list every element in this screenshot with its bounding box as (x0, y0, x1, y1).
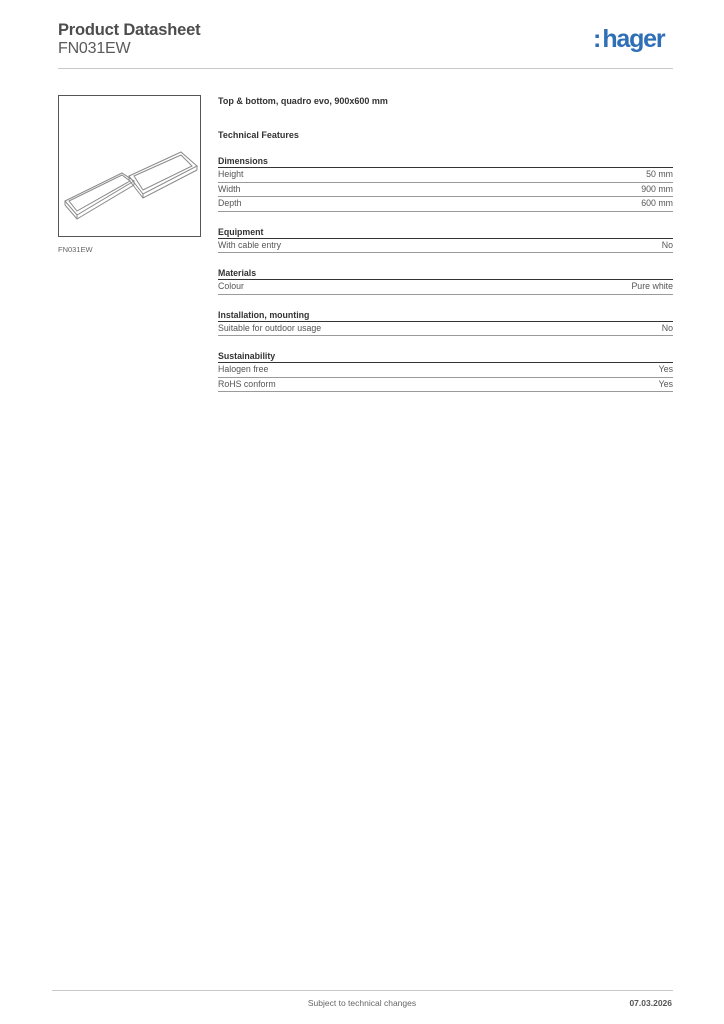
table-row (218, 280, 673, 295)
section-title: Installation, mounting (218, 309, 673, 322)
section-title: Sustainability (218, 350, 673, 363)
footer-note: Subject to technical changes (307, 998, 417, 1008)
logo-dots-icon: : (593, 25, 602, 53)
row-value: Pure white (631, 281, 673, 291)
footer-date: 07.03.2026 (629, 998, 672, 1008)
row-value: Yes (658, 378, 673, 389)
row-label: With cable entry (218, 239, 282, 250)
row-value: Yes (658, 364, 673, 374)
section-title: Materials (218, 267, 673, 280)
product-description: Top & bottom, quadro evo, 900x600 mm (218, 96, 388, 106)
row-label: Width (218, 183, 241, 194)
section-installation (218, 309, 673, 337)
section-title: Equipment (218, 226, 673, 239)
header-divider (58, 68, 673, 69)
row-label: Halogen free (218, 364, 269, 374)
row-value: 50 mm (646, 169, 673, 179)
table-row (218, 322, 673, 337)
section-materials (218, 267, 673, 295)
section-title: Dimensions (218, 155, 673, 168)
table-row (218, 197, 673, 212)
product-code: FN031EW (58, 40, 131, 57)
row-label: Suitable for outdoor usage (218, 322, 322, 333)
hager-logo (593, 27, 664, 52)
row-value: No (661, 239, 673, 250)
image-caption: FN031EW (58, 245, 93, 254)
product-details (218, 95, 673, 392)
row-value: No (661, 322, 673, 333)
table-row (218, 168, 673, 183)
frame-pair-illustration-icon (59, 96, 202, 238)
logo-text: hager (602, 25, 665, 53)
footer-divider (52, 990, 673, 991)
table-row (218, 363, 673, 378)
table-row (218, 183, 673, 198)
row-label: Colour (218, 281, 244, 291)
row-label: Depth (218, 198, 242, 208)
section-sustainability (218, 350, 673, 392)
row-value: 900 mm (641, 183, 673, 194)
row-value: 600 mm (641, 198, 673, 208)
product-image (58, 95, 201, 237)
row-label: RoHS conform (218, 378, 276, 389)
row-label: Height (218, 169, 244, 179)
technical-features-heading: Technical Features (218, 130, 299, 140)
table-row (218, 378, 673, 393)
section-dimensions (218, 155, 673, 212)
section-equipment (218, 226, 673, 254)
page-title: Product Datasheet (58, 21, 201, 39)
table-row (218, 239, 673, 254)
